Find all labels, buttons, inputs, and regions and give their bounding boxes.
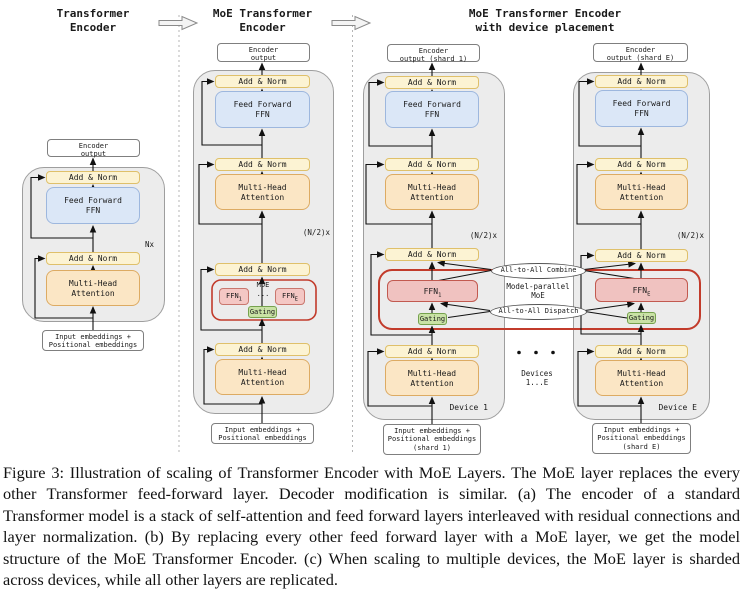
mha-line1: Multi-Head (238, 368, 287, 377)
model-parallel-line2: MoE (531, 290, 545, 300)
mha-line2: Attention (410, 378, 454, 388)
input-embeddings-box-b (211, 423, 314, 444)
input-line1: Input embeddings + (55, 332, 131, 341)
input-line2: Positional embeddings (48, 341, 138, 349)
mha-line1: Multi-Head (617, 369, 666, 378)
ffn-line2: FFN (424, 109, 440, 119)
add-norm-block-a2: Add & Norm (46, 252, 140, 265)
input-shardE-line3: (shard E) (622, 442, 661, 451)
mha-line2: Attention (240, 377, 285, 387)
panel-c-title (400, 7, 690, 34)
panel-c-title-line1: MoE Transformer Encoder (468, 7, 622, 20)
all-to-all-dispatch-ellipse: All-to-All Dispatch (490, 304, 587, 320)
input-line2: Positional embeddings (597, 434, 686, 442)
input-line1: Input embeddings + (394, 426, 470, 435)
ffn-line2: FFN (85, 205, 101, 215)
encoder-output-line1: Encoder (248, 45, 279, 54)
multi-head-attention-block-d1-1 (385, 174, 479, 210)
encoder-output-line2: output (80, 150, 107, 158)
multi-head-attention-block-dE-2 (595, 360, 688, 396)
devices-line1: Devices (521, 369, 553, 378)
gating-box-d1: Gating (419, 315, 446, 323)
add-norm-block-b1: Add & Norm (215, 75, 310, 88)
multi-head-attention-block-b2 (215, 359, 310, 395)
add-norm-block-dE-4: Add & Norm (595, 345, 688, 358)
panel-b-title-line1: MoE Transformer (212, 7, 313, 20)
encoder-output-box-shardE (593, 43, 688, 62)
feed-forward-block-a (46, 187, 140, 224)
deviceE-label: Device E (658, 403, 697, 412)
devices-line2: 1...E (525, 378, 549, 387)
devices-ellipsis-dots (517, 351, 555, 355)
ffn-sub-1: 1 (438, 292, 442, 299)
expert-ffn1-box-b (219, 288, 249, 305)
device1-label: Device 1 (449, 403, 488, 412)
encoder-output-shard1-line2: output (shard 1) (399, 55, 468, 63)
multi-head-attention-block-b1 (215, 174, 310, 210)
feed-forward-block-d1 (385, 91, 479, 128)
mha-line2: Attention (410, 192, 454, 202)
feed-forward-block-dE (595, 90, 688, 127)
ffn-line1: Feed Forward (612, 99, 671, 108)
encoder-output-box-shard1 (387, 44, 480, 62)
encoder-output-line2: output (250, 54, 277, 62)
add-norm-block-d1-2: Add & Norm (385, 158, 479, 171)
encoder-output-line1: Encoder (625, 45, 656, 54)
input-shard1-line3: (shard 1) (413, 443, 451, 452)
add-norm-block-b4: Add & Norm (215, 343, 310, 356)
mha-line1: Multi-Head (407, 369, 457, 378)
ffn-base: FFN (423, 287, 439, 296)
panel-a-title-line1: Transformer (56, 7, 130, 20)
figure-caption: Figure 3: Illustration of scaling of Transformer Encoder with MoE Layers. The MoE layer replaces the every other Transformer feed-forward layer. Decoder modification is similar. (a) The encoder of a standard Transformer model is a stack of self-attention and feed forward layers interleaved with residual connections and layer normalization. (b) By replacing every other feed forward layer with a MoE layer, we get the model structure of the MoE Transformer Encoder. (c) When scaling to multiple devices, the MoE layer is sharded across devices, while all other layers are replicated. (3, 463, 740, 590)
moe-label-b: MoE (256, 281, 270, 289)
expert-dots-b: ... (256, 290, 270, 298)
add-norm-block-b3: Add & Norm (215, 263, 310, 276)
encoder-output-box-b (217, 43, 310, 62)
multi-head-attention-block-dE-1 (595, 174, 688, 210)
panel-c-title-line2: with device placement (475, 20, 615, 34)
panel-a-title-line2: Encoder (69, 20, 117, 34)
add-norm-block-d1-4: Add & Norm (385, 345, 479, 358)
expert-ffnE-box-dE (595, 278, 688, 302)
n2x-label-d1: (N/2)x (469, 231, 497, 240)
ffn-line2: FFN (255, 109, 270, 119)
encoder-output-line1: Encoder (78, 141, 109, 150)
devices-range-label (507, 369, 567, 387)
model-parallel-line1: Model-parallel (506, 282, 570, 291)
ffn-sub-1: 1 (238, 296, 242, 303)
input-embeddings-box-a (42, 330, 144, 351)
mha-line2: Attention (619, 192, 664, 202)
multi-head-attention-block-a (46, 270, 140, 306)
ffn-line1: Feed Forward (403, 100, 461, 109)
model-parallel-moe-label (500, 283, 576, 300)
gating-box-b: Gating (249, 308, 276, 316)
gating-box-dE: Gating (628, 314, 655, 322)
mha-line2: Attention (619, 378, 664, 388)
mha-line1: Multi-Head (407, 183, 457, 192)
multi-head-attention-block-d1-2 (385, 360, 479, 396)
input-embeddings-box-shard1 (383, 424, 481, 455)
add-norm-block-dE-2: Add & Norm (595, 158, 688, 171)
ffn-line1: Feed Forward (233, 100, 292, 109)
n2x-label-b: (N/2)x (302, 228, 330, 237)
panel-b-title-line2: Encoder (239, 20, 286, 34)
add-norm-block-a1: Add & Norm (46, 171, 140, 184)
ffn-base: FFN (282, 292, 295, 300)
ffn-base: FFN (632, 286, 648, 295)
feed-forward-block-b (215, 91, 310, 128)
mha-line2: Attention (240, 192, 285, 202)
expert-ffnE-box-b (275, 288, 305, 305)
input-line2: Positional embeddings (218, 434, 307, 442)
add-norm-block-dE-1: Add & Norm (595, 75, 688, 88)
encoder-output-shardE-line2: output (shard E) (606, 54, 675, 62)
ffn-line1: Feed Forward (64, 196, 122, 205)
mha-line1: Multi-Head (238, 183, 287, 192)
panel-a-title (23, 7, 163, 34)
add-norm-block-dE-3: Add & Norm (595, 249, 688, 262)
add-norm-block-d1-3: Add & Norm (385, 248, 479, 261)
mha-line2: Attention (71, 288, 115, 298)
panel-b-title (193, 7, 332, 34)
input-line1: Input embeddings + (603, 425, 680, 434)
ffn-sub-E: E (647, 291, 651, 298)
expert-ffn1-box-d1 (387, 280, 478, 302)
encoder-output-line1: Encoder (418, 46, 449, 55)
add-norm-block-b2: Add & Norm (215, 158, 310, 171)
ffn-base: FFN (226, 292, 239, 300)
input-line1: Input embeddings + (224, 425, 301, 434)
mha-line1: Multi-Head (68, 279, 118, 288)
ffn-line2: FFN (634, 108, 649, 118)
add-norm-block-d1-1: Add & Norm (385, 76, 479, 89)
n2x-label-dE: (N/2)x (676, 231, 704, 240)
mha-line1: Multi-Head (617, 183, 666, 192)
ffn-sub-E: E (294, 296, 298, 303)
encoder-output-box-a (47, 139, 140, 157)
input-line2: Positional embeddings (387, 435, 477, 443)
input-embeddings-box-shardE (592, 423, 691, 454)
nx-label: Nx (145, 240, 155, 249)
all-to-all-combine-ellipse: All-to-All Combine (491, 263, 586, 279)
